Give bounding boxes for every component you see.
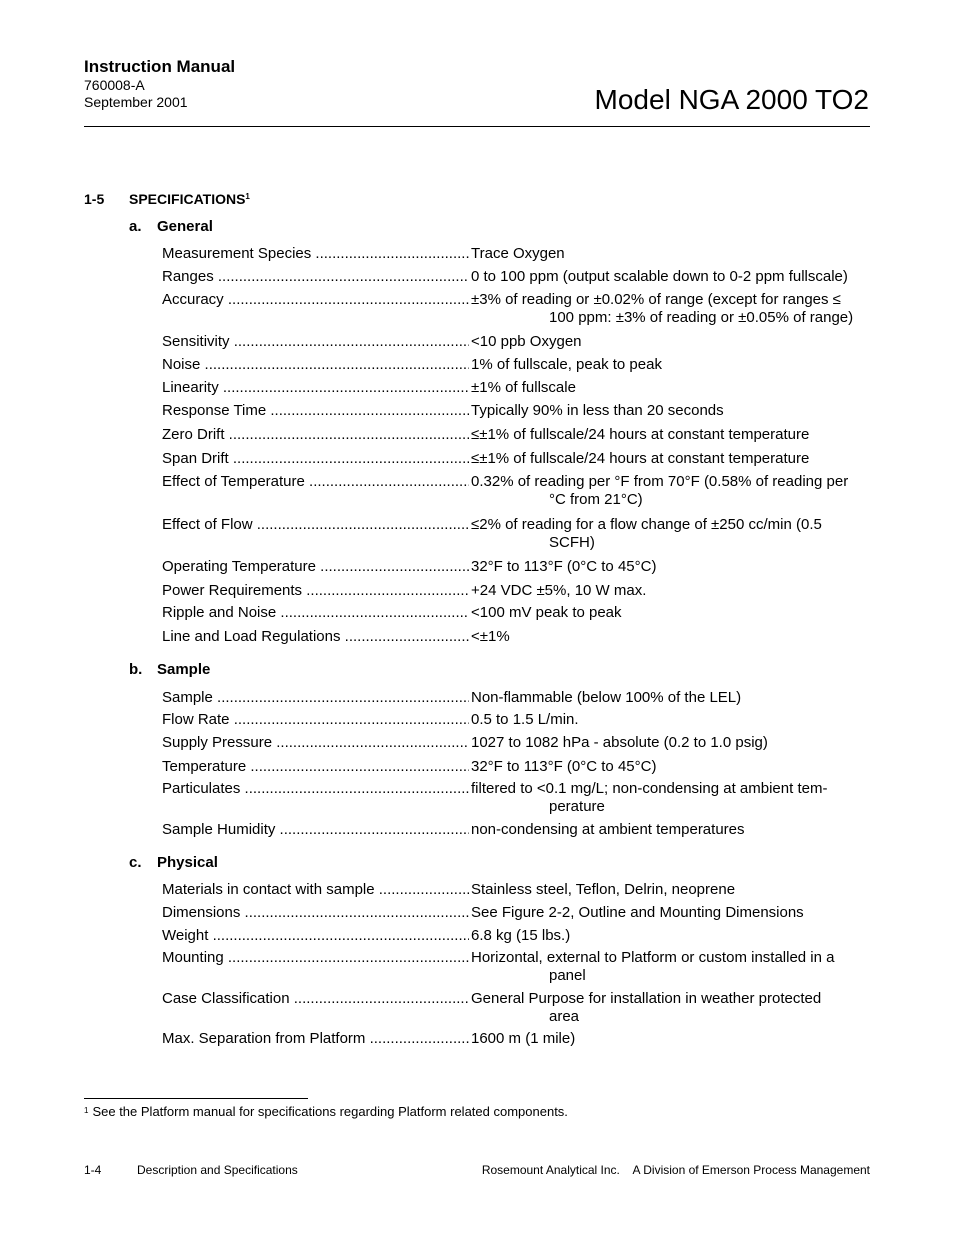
- footer-section-name: Description and Specifications: [137, 1163, 298, 1177]
- spec-label: Sensitivity .....: [162, 333, 469, 351]
- spec-value: <±1%: [471, 628, 510, 645]
- spec-label: Max. Separation from Platform .....: [162, 1030, 469, 1048]
- spec-label: Zero Drift .....: [162, 426, 469, 444]
- spec-value: 0.32% of reading per °F from 70°F (0.58% of reading per: [471, 473, 849, 490]
- spec-value: non-condensing at ambient temperatures: [471, 821, 745, 838]
- footer-company: Rosemount Analytical Inc. A Division of Emerson Process Management: [481, 1163, 870, 1177]
- spec-value-continuation: °C from 21°C): [549, 491, 643, 508]
- spec-label: Accuracy .....: [162, 291, 469, 309]
- spec-value: Typically 90% in less than 20 seconds: [471, 402, 724, 419]
- doc-date: September 2001: [84, 94, 188, 110]
- spec-value: ±3% of reading or ±0.02% of range (except for ranges ≤: [471, 291, 841, 308]
- section-title: [84, 190, 250, 208]
- spec-value: <100 mV peak to peak: [471, 604, 622, 621]
- spec-value: 1% of fullscale, peak to peak: [471, 356, 662, 373]
- footnote-ref: 1: [245, 192, 250, 201]
- spec-value: Stainless steel, Teflon, Delrin, neoprene: [471, 881, 736, 898]
- spec-value: +24 VDC ±5%, 10 W max.: [471, 582, 647, 599]
- spec-value-continuation: perature: [549, 798, 605, 815]
- spec-value: General Purpose for installation in weather protected: [471, 990, 822, 1007]
- spec-label: Flow Rate .....: [162, 711, 469, 729]
- footnote: [84, 1104, 568, 1120]
- spec-label: Temperature .....: [162, 758, 469, 776]
- header-divider: [84, 126, 870, 127]
- footnote-divider: [84, 1098, 308, 1099]
- spec-label: Sample Humidity .....: [162, 821, 469, 839]
- spec-label: Operating Temperature .....: [162, 558, 469, 576]
- page-number: 1-4: [84, 1163, 102, 1177]
- spec-value: <10 ppb Oxygen: [471, 333, 582, 350]
- model-title: Model NGA 2000 TO2: [594, 84, 869, 115]
- spec-label: Mounting .....: [162, 949, 469, 967]
- spec-value: 1600 m (1 mile): [471, 1030, 576, 1047]
- section-number: 1-5: [84, 191, 105, 207]
- spec-label: Dimensions .....: [162, 904, 469, 922]
- spec-value: filtered to <0.1 mg/L; non-condensing at ambient tem-: [471, 780, 828, 797]
- spec-value: ≤2% of reading for a flow change of ±250 cc/min (0.5: [471, 516, 822, 533]
- spec-label: Ripple and Noise .....: [162, 604, 469, 622]
- footnote-marker: 1: [84, 1106, 89, 1115]
- spec-value: ≤±1% of fullscale/24 hours at constant temperature: [471, 426, 810, 443]
- subsection-heading: Physical: [157, 854, 218, 871]
- spec-label: Measurement Species .....: [162, 245, 469, 263]
- spec-value: ±1% of fullscale: [471, 379, 576, 396]
- subsection-physical: [129, 854, 218, 872]
- spec-label: Line and Load Regulations .....: [162, 628, 469, 646]
- spec-label: Power Requirements .....: [162, 582, 469, 600]
- section-heading: SPECIFICATIONS: [129, 191, 246, 207]
- subsection-letter: c.: [129, 854, 142, 871]
- spec-label: Effect of Temperature .....: [162, 473, 469, 491]
- spec-value-continuation: area: [549, 1008, 580, 1025]
- spec-value: 32°F to 113°F (0°C to 45°C): [471, 758, 657, 775]
- spec-label: Sample .....: [162, 689, 469, 707]
- manual-title: Instruction Manual: [84, 57, 236, 76]
- spec-value-continuation: SCFH): [549, 534, 595, 551]
- footnote-text: See the Platform manual for specifications regarding Platform related components.: [92, 1104, 568, 1119]
- spec-value: Trace Oxygen: [471, 245, 565, 262]
- subsection-general: [129, 218, 213, 236]
- spec-label: Ranges .....: [162, 268, 469, 286]
- subsection-letter: b.: [129, 661, 143, 678]
- spec-label: Particulates .....: [162, 780, 469, 798]
- subsection-letter: a.: [129, 218, 142, 235]
- spec-value: See Figure 2-2, Outline and Mounting Dimensions: [471, 904, 804, 921]
- subsection-sample: [129, 661, 210, 679]
- spec-value: 1027 to 1082 hPa - absolute (0.2 to 1.0 psig): [471, 734, 768, 751]
- spec-label: Materials in contact with sample .....: [162, 881, 469, 899]
- spec-value: 0.5 to 1.5 L/min.: [471, 711, 579, 728]
- header-block: [84, 57, 235, 111]
- doc-number: 760008-A: [84, 77, 145, 93]
- spec-value: 6.8 kg (15 lbs.): [471, 927, 571, 944]
- spec-value: 32°F to 113°F (0°C to 45°C): [471, 558, 657, 575]
- subsection-heading: Sample: [157, 661, 211, 678]
- spec-label: Effect of Flow .....: [162, 516, 469, 534]
- spec-label: Supply Pressure .....: [162, 734, 469, 752]
- spec-label: Span Drift .....: [162, 450, 469, 468]
- spec-value-continuation: panel: [549, 967, 586, 984]
- spec-label: Noise .....: [162, 356, 469, 374]
- spec-value-continuation: 100 ppm: ±3% of reading or ±0.05% of range): [549, 309, 854, 326]
- spec-label: Linearity .....: [162, 379, 469, 397]
- spec-value: ≤±1% of fullscale/24 hours at constant temperature: [471, 450, 810, 467]
- spec-label: Case Classification .....: [162, 990, 469, 1008]
- spec-value: Non-flammable (below 100% of the LEL): [471, 689, 742, 706]
- spec-value: 0 to 100 ppm (output scalable down to 0-2 ppm fullscale): [471, 268, 848, 285]
- spec-label: Response Time .....: [162, 402, 469, 420]
- spec-label: Weight .....: [162, 927, 469, 945]
- spec-value: Horizontal, external to Platform or custom installed in a: [471, 949, 835, 966]
- subsection-heading: General: [157, 218, 213, 235]
